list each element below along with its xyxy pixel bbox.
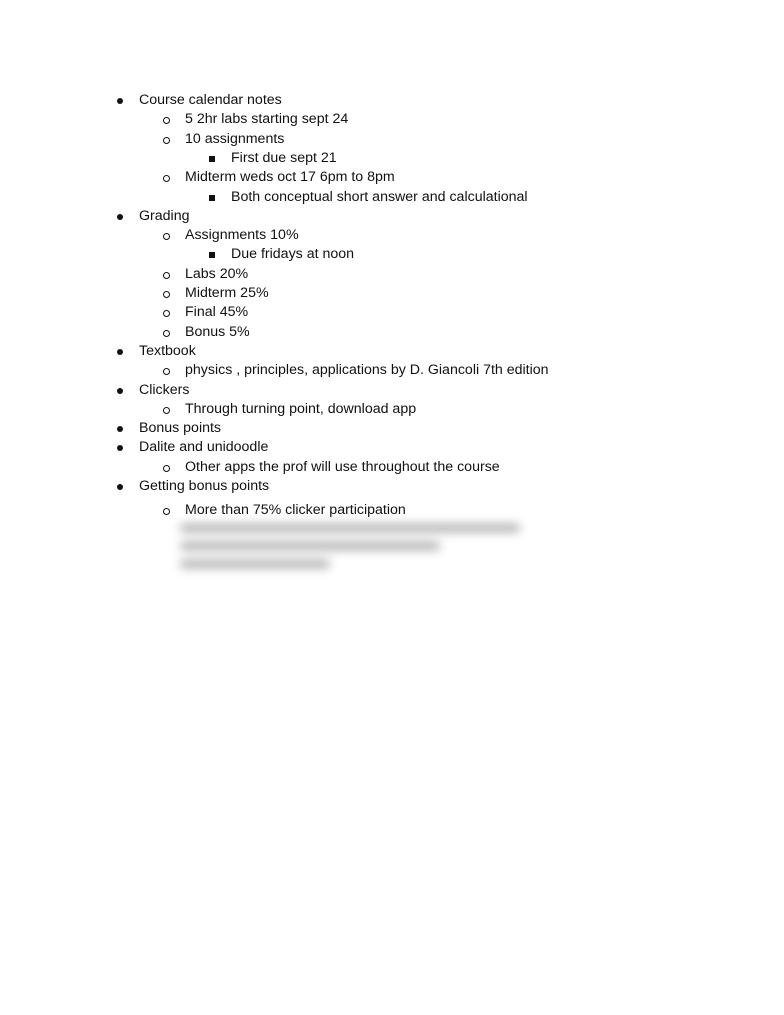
list-item-text: Midterm weds oct 17 6pm to 8pm xyxy=(185,169,395,185)
list-item-text: 10 assignments xyxy=(185,131,285,147)
bullet-icon xyxy=(114,477,126,496)
square-bullet-icon xyxy=(206,188,218,207)
bullet-icon xyxy=(114,207,126,226)
hollow-bullet-icon xyxy=(160,130,172,149)
list-item-text: Other apps the prof will use throughout the course xyxy=(185,459,500,475)
blurred-line xyxy=(180,524,520,532)
hollow-bullet-icon xyxy=(160,110,172,129)
square-bullet-icon xyxy=(206,149,218,168)
hollow-bullet-icon xyxy=(160,168,172,187)
bullet-icon xyxy=(114,342,126,361)
bullet-icon xyxy=(114,381,126,400)
list-item-text: Bonus 5% xyxy=(185,324,250,340)
list-item-text: Labs 20% xyxy=(185,266,249,282)
list-item-text: Textbook xyxy=(139,343,196,359)
hollow-bullet-icon xyxy=(160,323,172,342)
list-item-text: Getting bonus points xyxy=(139,478,270,494)
blurred-line xyxy=(180,560,330,568)
list-item-text: 5 2hr labs starting sept 24 xyxy=(185,111,349,127)
list-item-text: Assignments 10% xyxy=(185,227,299,243)
list-item-text: First due sept 21 xyxy=(231,150,337,166)
list-item-text: Both conceptual short answer and calculational xyxy=(231,189,528,205)
hollow-bullet-icon xyxy=(160,400,172,419)
list-item-text: Dalite and unidoodle xyxy=(139,439,269,455)
hollow-bullet-icon xyxy=(160,284,172,303)
list-item-text: Grading xyxy=(139,208,190,224)
blurred-region xyxy=(150,508,550,588)
list-item-text: physics , principles, applications by D. Giancoli 7th edition xyxy=(185,362,549,378)
list-item-text: Due fridays at noon xyxy=(231,246,355,262)
hollow-bullet-icon xyxy=(160,361,172,380)
bullet-icon xyxy=(114,419,126,438)
hollow-bullet-icon xyxy=(160,458,172,477)
list-item-text: Clickers xyxy=(139,382,190,398)
hollow-bullet-icon xyxy=(160,226,172,245)
hollow-bullet-icon xyxy=(160,303,172,322)
list-item-text: Course calendar notes xyxy=(139,92,282,108)
square-bullet-icon xyxy=(206,245,218,264)
list-item-text: Final 45% xyxy=(185,304,249,320)
list-item-text: Through turning point, download app xyxy=(185,401,417,417)
bullet-icon xyxy=(114,91,126,110)
list-item-text: Bonus points xyxy=(139,420,222,436)
bullet-icon xyxy=(114,438,126,457)
list-item-text: More than 75% clicker participation xyxy=(185,502,406,518)
blurred-line xyxy=(180,542,440,550)
hollow-bullet-icon xyxy=(160,265,172,284)
list-item-text: Midterm 25% xyxy=(185,285,269,301)
